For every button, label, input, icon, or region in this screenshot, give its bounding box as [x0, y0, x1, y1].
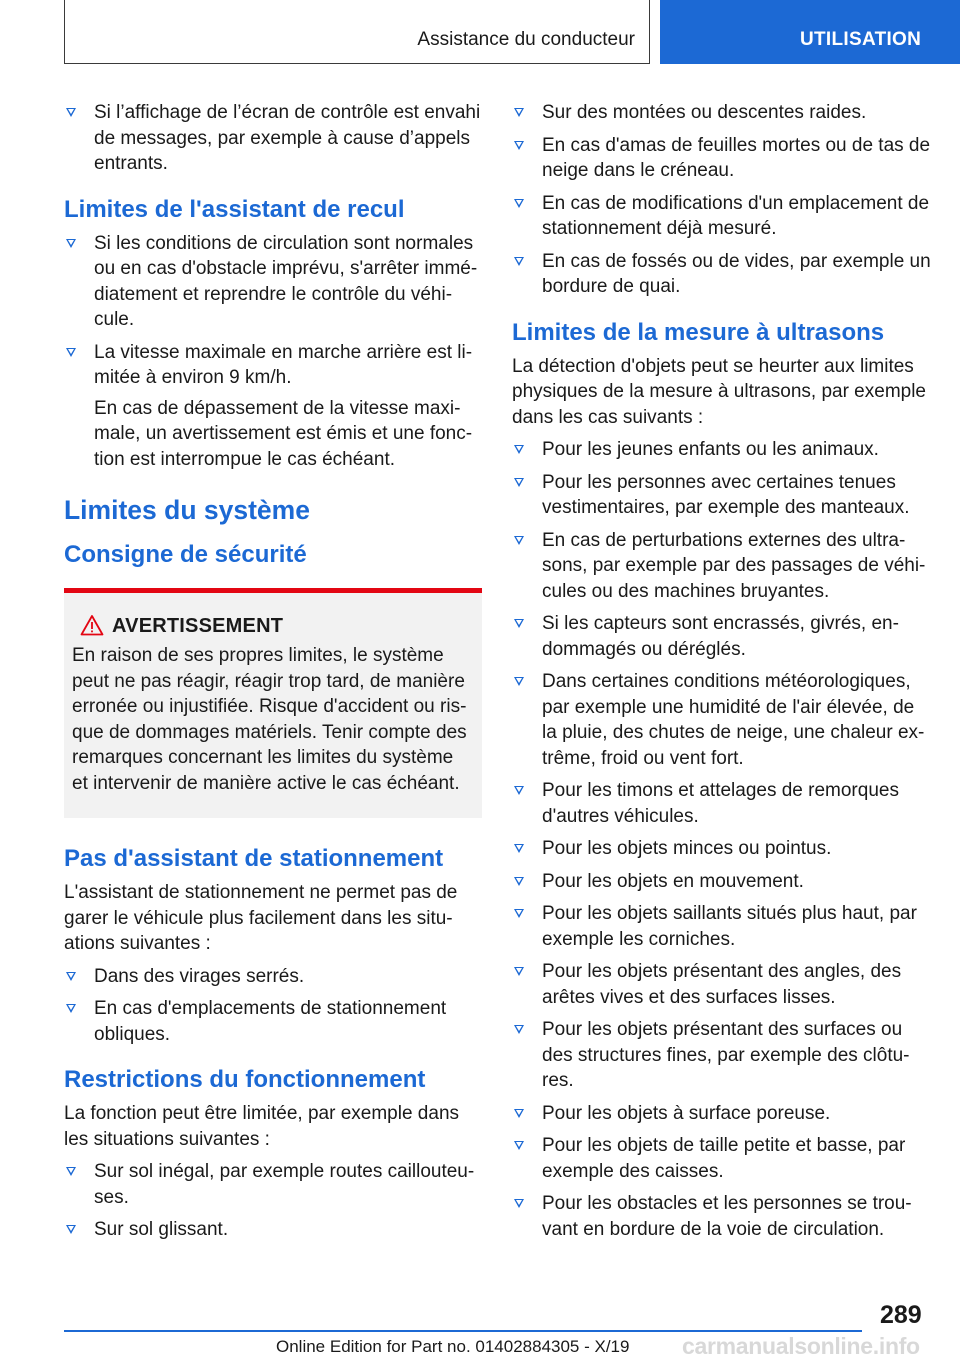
left-column	[64, 100, 482, 1250]
paragraph: La fonction peut être limitée, par exemple dans les situations suivantes :	[64, 1103, 460, 1150]
list-item-text: Pour les objets en mouvement.	[542, 870, 804, 892]
triangle-bullet-icon	[514, 1199, 524, 1208]
list-item-text: Sur sol glissant.	[94, 1219, 229, 1240]
triangle-bullet-icon	[514, 108, 524, 117]
list-item-text: Pour les objets de taille petite et basse, par exemple des caisses.	[542, 1135, 906, 1182]
list-item	[64, 1217, 482, 1243]
section-heading-reverse-assistant: Limites de l'assistant de recul	[64, 195, 405, 223]
list-item-text: Pour les jeunes enfants ou les animaux.	[542, 439, 879, 460]
section-box	[64, 0, 650, 64]
triangle-bullet-icon	[514, 877, 524, 886]
list-item	[512, 470, 932, 521]
list-item-text: En cas de modifications d'un emplacement de stationnement déjà mesuré.	[542, 192, 930, 239]
list-item-text: La vitesse maximale en marche arrière est li-mitée à environ 9 km/h.	[94, 341, 473, 388]
warning-box	[64, 588, 482, 818]
list-item-text: Pour les objets minces ou pointus.	[542, 838, 832, 859]
triangle-bullet-icon	[514, 141, 524, 150]
list-item	[512, 836, 932, 862]
triangle-bullet-icon	[66, 1004, 76, 1013]
list-item	[512, 133, 932, 184]
page-number: 289	[880, 1301, 922, 1329]
list-item-text: Si les conditions de circulation sont normales ou en cas d'obstacle imprévu, s'arrêter immé-diatement et reprendre le contrôle du véhi-cule.	[94, 232, 478, 330]
list-item	[512, 100, 932, 126]
triangle-bullet-icon	[514, 844, 524, 853]
list-item	[512, 869, 932, 895]
list-item	[64, 340, 482, 391]
list-item	[512, 1191, 932, 1242]
list-item	[512, 528, 932, 605]
section-heading-ultrasound-limits: Limites de la mesure à ultrasons	[512, 318, 885, 346]
section-heading-no-parking-assistant: Pas d'assistant de stationnement	[64, 845, 444, 872]
list-item	[64, 100, 482, 177]
list-item	[512, 611, 932, 662]
paragraph: L'assistant de stationnement ne permet pas de garer le véhicule plus facilement dans les situ-ations suivantes :	[64, 882, 458, 954]
triangle-bullet-icon	[66, 108, 76, 117]
list-item	[512, 669, 932, 771]
list-item-text: Si les capteurs sont encrassés, givrés, en-dommagés ou déréglés.	[542, 613, 899, 660]
list-item	[512, 191, 932, 242]
triangle-bullet-icon	[514, 1109, 524, 1118]
chapter-tab	[660, 0, 960, 64]
list-item-text: Dans certaines conditions météorologiques, par exemple une humidité de l'air élevée, de la pluie, des chutes de neige, une chaleur ex-trême, froid ou vent fort.	[542, 671, 925, 769]
list-item	[512, 1101, 932, 1127]
triangle-bullet-icon	[66, 348, 76, 357]
list-item	[64, 996, 482, 1047]
list-item-text: En cas de fossés ou de vides, par exemple un bordure de quai.	[542, 250, 931, 297]
triangle-bullet-icon	[66, 1225, 76, 1234]
triangle-bullet-icon	[514, 786, 524, 795]
triangle-bullet-icon	[514, 967, 524, 976]
list-item	[64, 231, 482, 333]
triangle-bullet-icon	[514, 445, 524, 454]
chapter-title: UTILISATION	[800, 29, 922, 50]
list-item-text: Si l’affichage de l’écran de contrôle est envahi de messages, par exemple à cause d’appels entrants.	[94, 102, 481, 174]
triangle-bullet-icon	[66, 972, 76, 981]
list-item	[512, 1133, 932, 1184]
page-header	[0, 0, 960, 66]
right-column	[512, 100, 932, 1249]
list-item-text: Pour les personnes avec certaines tenues vestimentaires, par exemple des manteaux.	[542, 471, 910, 518]
list-item-continuation: En cas de dépassement de la vitesse maxi-male, un avertissement est émis et une fonc-tion est interrompue le cas échéant.	[94, 397, 473, 470]
triangle-bullet-icon	[514, 257, 524, 266]
list-item-text: Dans des virages serrés.	[94, 965, 305, 987]
list-item-text: En cas d'amas de feuilles mortes ou de tas de neige dans le créneau.	[542, 134, 931, 181]
list-item-text: Pour les obstacles et les personnes se trou-vant en bordure de la voie de circulation.	[542, 1193, 912, 1240]
watermark-logo: carmanualsonline.info	[682, 1333, 920, 1359]
section-title: Assistance du conducteur	[417, 29, 635, 50]
footer-divider	[64, 1330, 862, 1332]
triangle-bullet-icon	[514, 536, 524, 545]
triangle-bullet-icon	[66, 1167, 76, 1176]
warning-title: AVERTISSEMENT	[112, 615, 284, 637]
triangle-bullet-icon	[514, 1025, 524, 1034]
list-item-text: En cas d'emplacements de stationnement obliques.	[94, 998, 447, 1045]
warning-text: En raison de ses propres limites, le système peut ne pas réagir, réagir trop tard, de manière erronée ou injustifiée. Risque d'accident ou ris-que de dommages matériels. Tenir compte des remarques concernant les limites du système et intervenir de manière active le cas échéant.	[72, 645, 467, 794]
list-item	[512, 778, 932, 829]
list-item-text: Sur sol inégal, par exemple routes caillouteu-ses.	[94, 1161, 475, 1208]
list-item	[512, 1017, 932, 1094]
list-item-text: En cas de perturbations externes des ultra-sons, par exemple par des passages de véhi-cules ou des machines bruyantes.	[542, 529, 926, 602]
triangle-bullet-icon	[514, 677, 524, 686]
warning-header	[72, 613, 474, 641]
list-item	[64, 964, 482, 990]
chapter-heading-system-limits: Limites du système	[64, 495, 310, 525]
list-item-text: Pour les timons et attelages de remorques d'autres véhicules.	[542, 780, 899, 827]
list-item-text: Pour les objets saillants situés plus haut, par exemple les corniches.	[542, 903, 917, 950]
ultrasound-limits-list	[512, 437, 932, 1242]
triangle-bullet-icon	[66, 239, 76, 248]
list-item	[512, 249, 932, 300]
paragraph: La détection d'objets peut se heurter aux limites physiques de la mesure à ultrasons, par exemple dans les cas suivants :	[512, 355, 927, 428]
list-item-text: Pour les objets présentant des surfaces ou des structures fines, par exemple des clôtu-res.	[542, 1019, 910, 1091]
list-item-text: Pour les objets à surface poreuse.	[542, 1102, 831, 1124]
warning-triangle-icon	[80, 614, 104, 636]
triangle-bullet-icon	[514, 1141, 524, 1150]
list-item	[512, 901, 932, 952]
list-item	[512, 959, 932, 1010]
edition-footer: Online Edition for Part no. 01402884305 - X/19	[276, 1337, 630, 1356]
list-item-text: Pour les objets présentant des angles, des arêtes vives et des surfaces lisses.	[542, 961, 902, 1008]
section-heading-restrictions: Restrictions du fonctionnement	[64, 1066, 426, 1093]
list-item-text: Sur des montées ou descentes raides.	[542, 102, 867, 123]
triangle-bullet-icon	[514, 478, 524, 487]
triangle-bullet-icon	[514, 909, 524, 918]
triangle-bullet-icon	[514, 619, 524, 628]
list-item	[512, 437, 932, 463]
list-item	[64, 1159, 482, 1210]
triangle-bullet-icon	[514, 199, 524, 208]
section-heading-safety: Consigne de sécurité	[64, 541, 307, 568]
